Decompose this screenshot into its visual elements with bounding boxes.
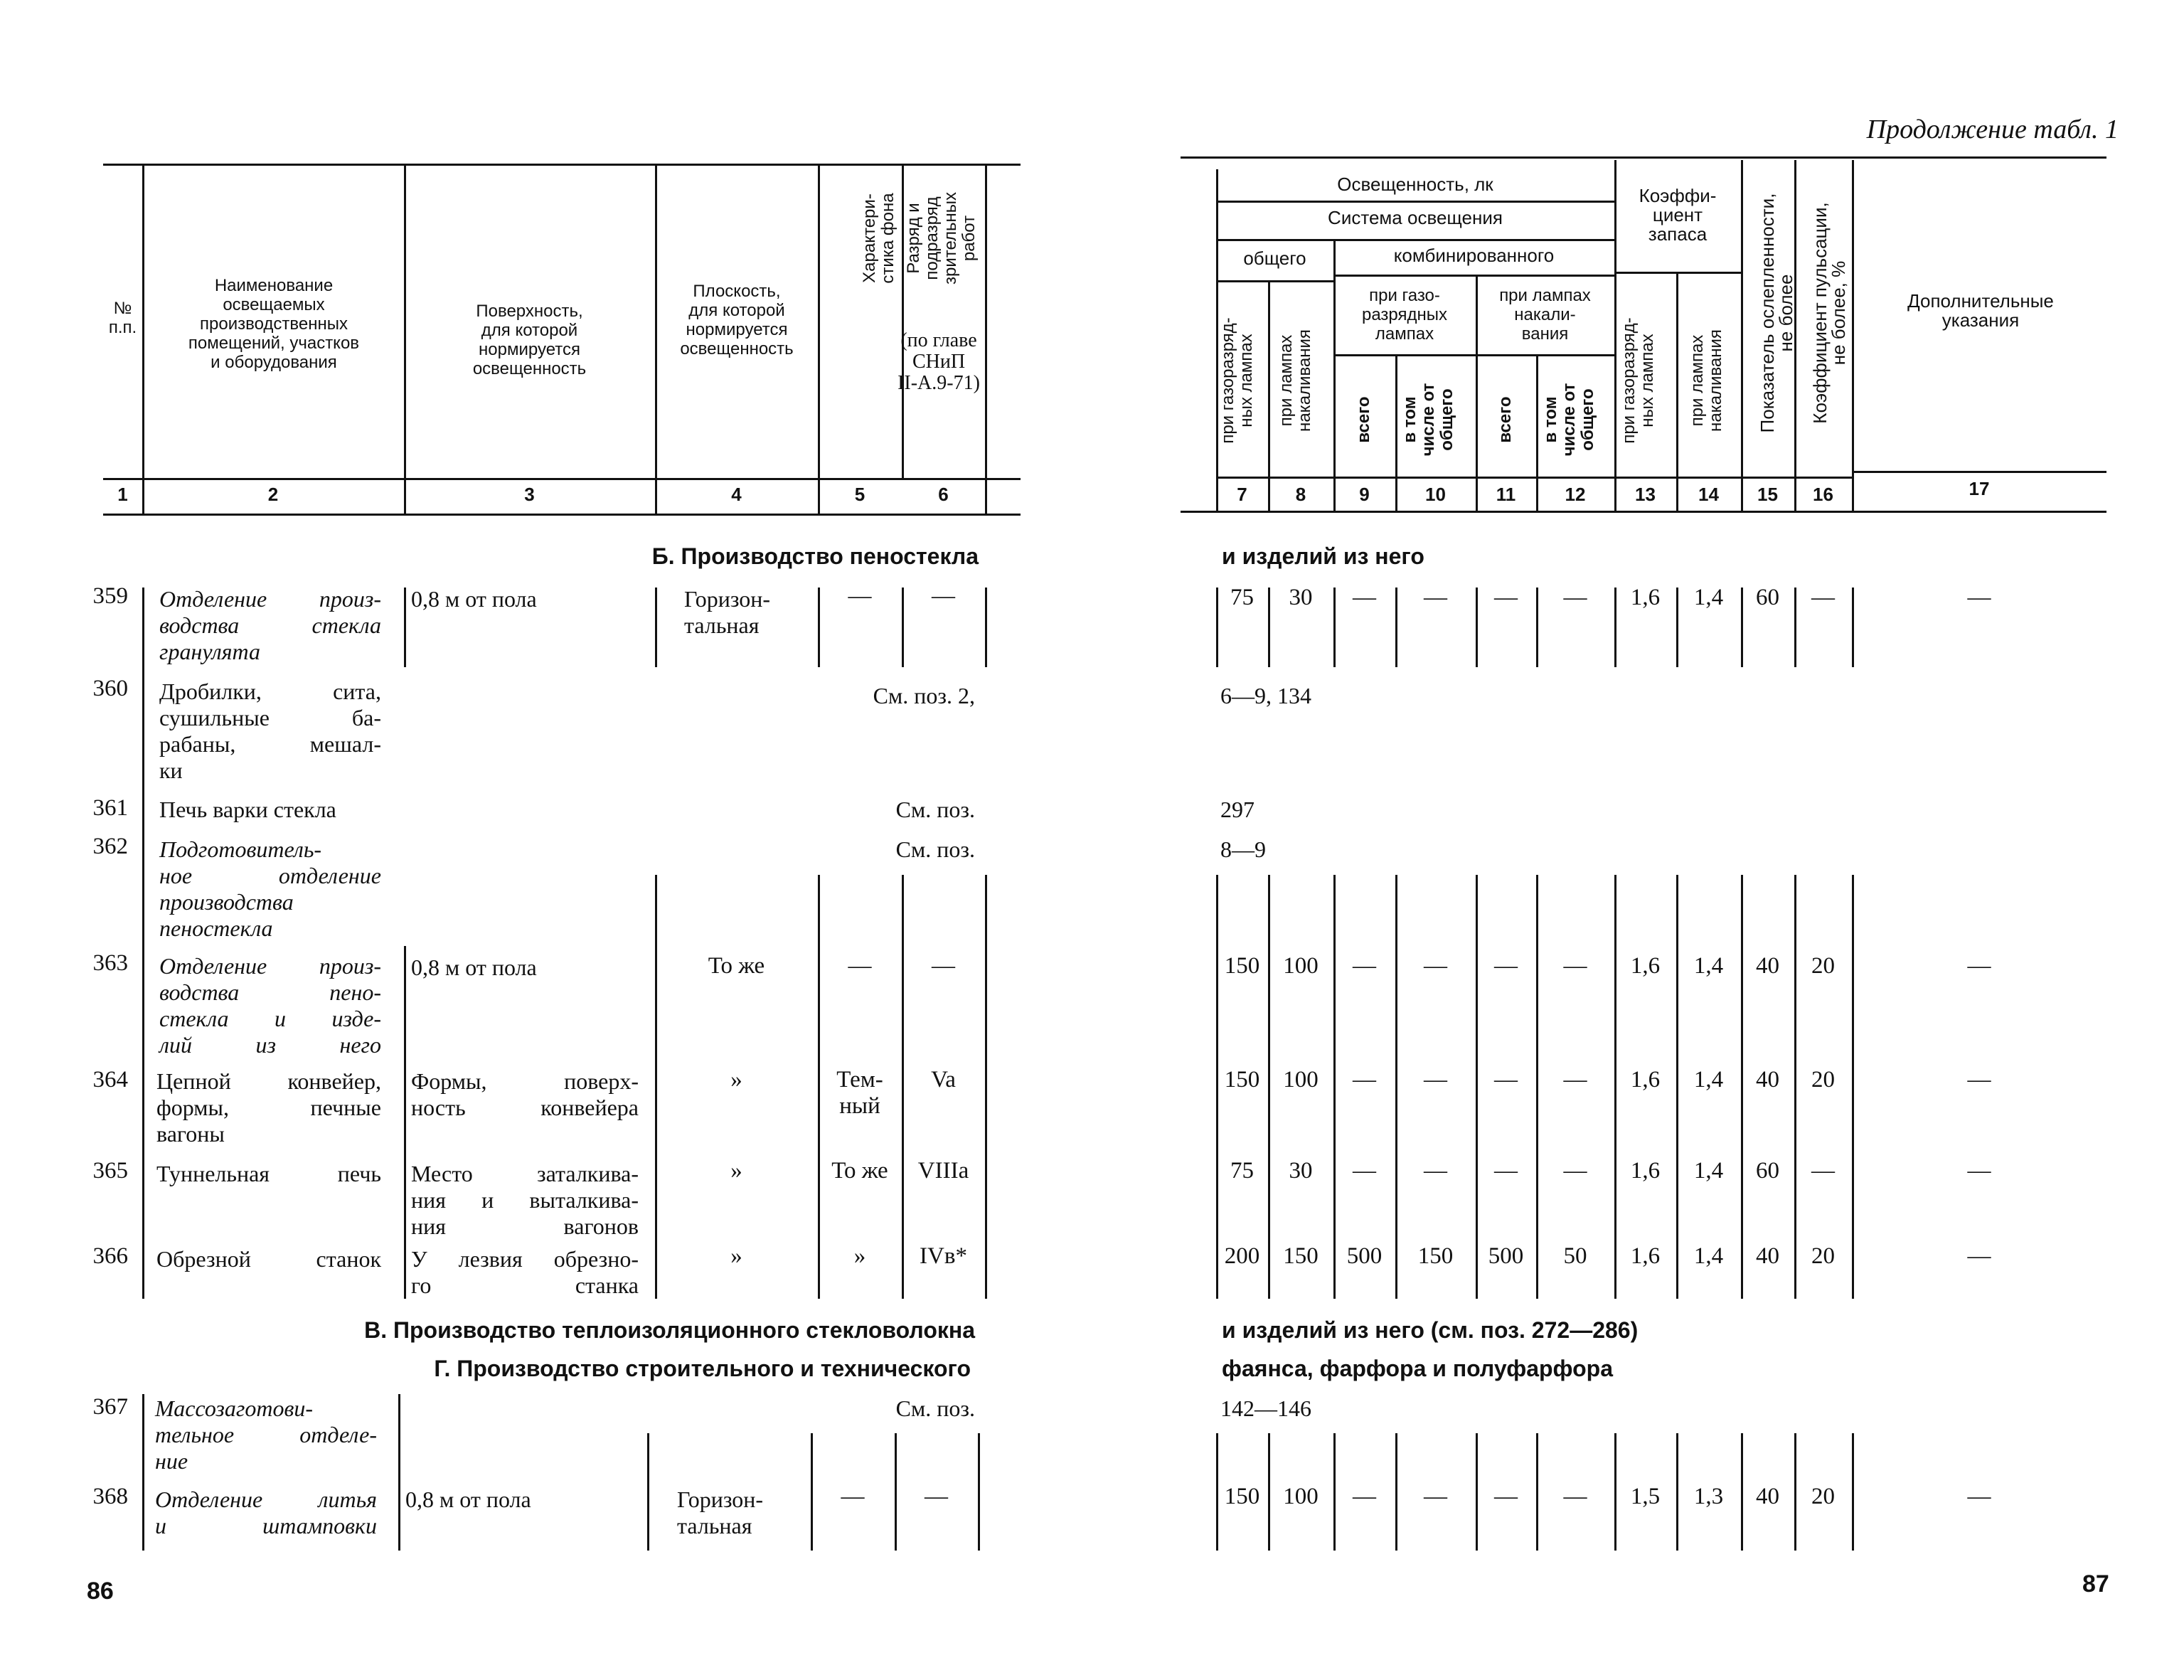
header-combined: комбинированного: [1393, 245, 1555, 266]
cell-c16: 20: [1811, 953, 1835, 979]
cell-c16: 20: [1811, 1243, 1835, 1269]
section-title-b-right: и изделий из него: [1222, 543, 1424, 569]
row-name: Цепной конвейер, формы, печные вагоны: [156, 1068, 381, 1147]
cell-c9: —: [1353, 1067, 1376, 1092]
header-illumination: Освещенность, лк: [1337, 174, 1493, 195]
cell-c17: —: [1967, 585, 1991, 610]
cell-c11: —: [1494, 953, 1518, 979]
cell-c14: 1,4: [1693, 953, 1724, 979]
cell-c11: —: [1494, 585, 1518, 610]
header-col-9: всего: [1354, 396, 1373, 443]
page-number-right: 87: [2082, 1570, 2109, 1597]
cell-c14: 1,4: [1693, 1067, 1724, 1092]
cell-c15: 40: [1756, 1484, 1779, 1509]
row-category: —: [925, 1484, 948, 1509]
header-snip-reference: (по главе СНиП II-А.9-71): [897, 329, 980, 394]
row-surface: 0,8 м от пола: [405, 1487, 531, 1512]
row-background: То же: [831, 1158, 888, 1184]
cell-c7: 75: [1230, 1158, 1254, 1184]
cell-c16: —: [1811, 1158, 1835, 1184]
cell-c17: —: [1967, 1067, 1991, 1092]
cell-c12: —: [1563, 1484, 1587, 1509]
section-title-v-right: и изделий из него (см. поз. 272—286): [1222, 1317, 1639, 1343]
cell-c11: —: [1494, 1484, 1518, 1509]
column-number: 1: [117, 484, 128, 505]
row-background: —: [841, 1484, 865, 1509]
row-number: 367: [92, 1394, 128, 1420]
cell-c10: —: [1424, 1484, 1447, 1509]
section-title-v-left: В. Производство теплоизоляционного стекловолокна: [364, 1317, 975, 1343]
cell-c7: 75: [1230, 585, 1254, 610]
cell-c8: 100: [1283, 1484, 1319, 1509]
header-general: общего: [1243, 248, 1306, 269]
cell-c11: —: [1494, 1067, 1518, 1092]
row-plane: Горизон- тальная: [684, 586, 771, 638]
column-number: 12: [1565, 484, 1586, 505]
cell-c17: —: [1967, 1484, 1991, 1509]
row-name: Туннельная печь: [156, 1161, 381, 1186]
header-reserve-coefficient: Коэффи- циент запаса: [1639, 185, 1717, 245]
column-number: 17: [1969, 478, 1990, 499]
row-name: Массозаготови- тельное отделе- ние: [155, 1395, 377, 1474]
header-col-surface: Поверхность, для которой нормируется освещенность: [472, 302, 587, 378]
column-number: 13: [1635, 484, 1656, 505]
row-background: —: [848, 583, 872, 609]
cell-c10: —: [1424, 585, 1447, 610]
row-category: IVв*: [920, 1243, 967, 1269]
column-number: 10: [1425, 484, 1446, 505]
cell-c15: 60: [1756, 1158, 1779, 1184]
column-number: 6: [938, 484, 949, 505]
cell-c9: —: [1353, 1158, 1376, 1184]
row-reference-right: 142—146: [1220, 1395, 1311, 1421]
header-col-11: всего: [1496, 396, 1515, 443]
page-number-left: 86: [87, 1578, 114, 1605]
cell-c10: 150: [1417, 1243, 1454, 1269]
cell-c10: —: [1424, 1158, 1447, 1184]
cell-c15: 60: [1756, 585, 1779, 610]
cell-c14: 1,4: [1693, 1243, 1724, 1269]
header-col-10: в том числе от общего: [1400, 383, 1456, 457]
row-reference-left: См. поз.: [895, 797, 975, 822]
column-number: 14: [1698, 484, 1719, 505]
row-number: 362: [92, 834, 128, 859]
cell-c10: —: [1424, 953, 1447, 979]
row-number: 365: [92, 1158, 128, 1184]
row-reference-left: См. поз. 2,: [873, 683, 975, 708]
row-number: 361: [92, 795, 128, 821]
row-surface: Формы, поверх- ность конвейера: [411, 1068, 639, 1120]
cell-c8: 30: [1289, 1158, 1313, 1184]
cell-c16: —: [1811, 585, 1835, 610]
cell-c12: —: [1563, 585, 1587, 610]
row-name: Отделение произ- водства стекла гранулята: [159, 586, 381, 664]
row-surface: Место заталкива- ния и выталкива- ния вагонов: [411, 1161, 639, 1239]
header-combined-incandescent: при лампах накали- вания: [1499, 286, 1591, 344]
row-number: 364: [92, 1067, 128, 1092]
cell-c11: —: [1494, 1158, 1518, 1184]
header-lighting-system: Система освещения: [1328, 207, 1503, 228]
row-name: Дробилки, сита, сушильные ба- рабаны, мешал- ки: [159, 679, 381, 783]
column-number: 16: [1813, 484, 1833, 505]
cell-c13: 1,6: [1630, 585, 1661, 610]
cell-c17: —: [1967, 1243, 1991, 1269]
row-surface: 0,8 м от пола: [411, 955, 537, 980]
row-category: VIIIa: [917, 1158, 969, 1184]
cell-c9: 500: [1346, 1243, 1383, 1269]
row-number: 368: [92, 1484, 128, 1509]
row-number: 363: [92, 950, 128, 976]
row-surface: 0,8 м от пола: [411, 586, 537, 612]
column-number: 8: [1295, 484, 1306, 505]
row-category: —: [932, 953, 955, 979]
cell-c13: 1,5: [1630, 1484, 1661, 1509]
header-col-name: Наименование освещаемых производственных помещений, участков и оборудования: [188, 276, 360, 372]
row-name: Обрезной станок: [156, 1246, 381, 1272]
row-surface: У лезвия обрезно- го станка: [411, 1246, 639, 1298]
row-name: Подготовитель- ное отделение производства пеностекла: [159, 836, 381, 941]
row-reference-left: См. поз.: [895, 1395, 975, 1421]
cell-c9: —: [1353, 585, 1376, 610]
header-col-15: Показатель ослепленности, не более: [1757, 193, 1796, 433]
cell-c15: 40: [1756, 1067, 1779, 1092]
cell-c9: —: [1353, 953, 1376, 979]
cell-c8: 30: [1289, 585, 1313, 610]
cell-c12: 50: [1563, 1243, 1587, 1269]
cell-c7: 150: [1224, 953, 1260, 979]
header-col-8: при лампах накаливания: [1277, 329, 1314, 432]
cell-c8: 100: [1283, 1067, 1319, 1092]
column-number: 7: [1237, 484, 1247, 505]
section-title-g-right: фаянса, фарфора и полуфарфора: [1222, 1356, 1613, 1381]
cell-c14: 1,4: [1693, 585, 1724, 610]
row-plane: »: [730, 1243, 742, 1269]
header-col-background: Характери- стика фона: [860, 193, 897, 284]
row-plane: »: [730, 1158, 742, 1184]
header-combined-gas: при газо- разрядных лампах: [1361, 286, 1447, 344]
row-category: —: [932, 583, 955, 609]
row-name: Отделение литья и штамповки: [155, 1487, 377, 1538]
header-col-14: при лампах накаливания: [1688, 329, 1725, 432]
row-reference-right: 8—9: [1220, 836, 1266, 862]
cell-c10: —: [1424, 1067, 1447, 1092]
header-col-7: при газоразряд- ных лампах: [1218, 317, 1256, 444]
section-title-b-left: Б. Производство пеностекла: [651, 543, 979, 569]
cell-c7: 200: [1224, 1243, 1260, 1269]
header-col-number: № п.п.: [108, 299, 137, 337]
cell-c13: 1,6: [1630, 1243, 1661, 1269]
column-number: 4: [731, 484, 742, 505]
row-number: 360: [92, 676, 128, 701]
cell-c14: 1,3: [1693, 1484, 1724, 1509]
cell-c7: 150: [1224, 1067, 1260, 1092]
section-title-g-left: Г. Производство строительного и технического: [434, 1356, 971, 1381]
header-col-plane: Плоскость, для которой нормируется освещенность: [680, 282, 794, 358]
cell-c15: 40: [1756, 1243, 1779, 1269]
header-col-13: при газоразряд- ных лампах: [1619, 317, 1657, 444]
header-col-12: в том числе от общего: [1541, 383, 1597, 457]
cell-c14: 1,4: [1693, 1158, 1724, 1184]
row-name: Печь варки стекла: [159, 797, 336, 822]
cell-c16: 20: [1811, 1484, 1835, 1509]
row-category: Va: [931, 1067, 956, 1092]
row-plane: Горизон- тальная: [677, 1487, 764, 1538]
table-continuation-label: Продолжение табл. 1: [1866, 115, 2119, 144]
cell-c9: —: [1353, 1484, 1376, 1509]
row-reference-right: 6—9, 134: [1220, 683, 1311, 708]
cell-c17: —: [1967, 1158, 1991, 1184]
column-number: 11: [1496, 484, 1516, 505]
row-plane: То же: [708, 953, 765, 979]
row-plane: »: [730, 1067, 742, 1092]
cell-c7: 150: [1224, 1484, 1260, 1509]
cell-c11: 500: [1488, 1243, 1524, 1269]
row-background: —: [848, 953, 872, 979]
column-number: 15: [1757, 484, 1778, 505]
cell-c15: 40: [1756, 953, 1779, 979]
cell-c13: 1,6: [1630, 953, 1661, 979]
header-col-16: Коэффициент пульсации, не более, %: [1809, 202, 1849, 424]
column-number: 3: [524, 484, 535, 505]
cell-c12: —: [1563, 953, 1587, 979]
cell-c17: —: [1967, 953, 1991, 979]
cell-c12: —: [1563, 1067, 1587, 1092]
row-number: 366: [92, 1243, 128, 1269]
row-background: »: [853, 1243, 866, 1269]
cell-c12: —: [1563, 1158, 1587, 1184]
cell-c13: 1,6: [1630, 1067, 1661, 1092]
row-background: Тем- ный: [836, 1067, 883, 1119]
row-reference-left: См. поз.: [895, 836, 975, 862]
column-number: 2: [267, 484, 279, 505]
cell-c8: 150: [1283, 1243, 1319, 1269]
row-name: Отделение произ- водства пено- стекла и изде- лий из него: [159, 953, 381, 1058]
row-reference-right: 297: [1220, 797, 1255, 822]
cell-c16: 20: [1811, 1067, 1835, 1092]
row-number: 359: [92, 583, 128, 609]
cell-c8: 100: [1283, 953, 1319, 979]
column-number: 9: [1359, 484, 1370, 505]
header-col-category: Разряд и подразряд зрительных работ: [904, 191, 979, 285]
header-col-17: Дополнительные указания: [1907, 290, 2054, 331]
cell-c13: 1,6: [1630, 1158, 1661, 1184]
column-number: 5: [854, 484, 865, 505]
